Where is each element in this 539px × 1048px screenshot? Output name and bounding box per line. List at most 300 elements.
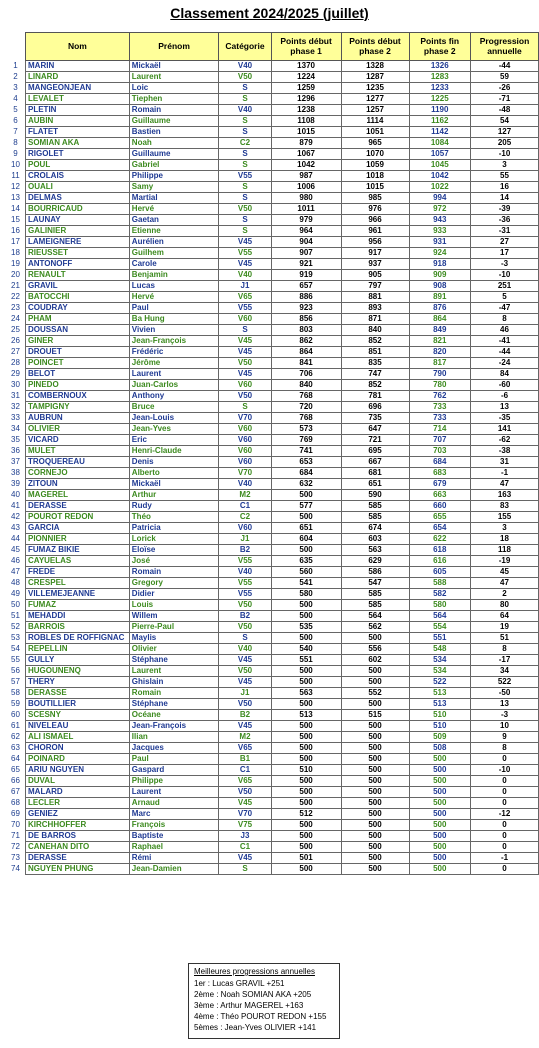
points-fin-phase-2-cell: 891: [409, 292, 471, 303]
categorie-cell: S: [219, 94, 271, 105]
nom-cell: GALINIER: [26, 226, 130, 237]
points-fin-phase-2-cell: 522: [409, 677, 471, 688]
points-debut-phase-1-cell: 1224: [271, 72, 341, 83]
rank-cell: 22: [11, 292, 20, 301]
categorie-cell: V40: [219, 270, 271, 281]
points-fin-phase-2-cell: 510: [409, 721, 471, 732]
prenom-cell: Romain: [129, 688, 219, 699]
progression-cell: 0: [471, 831, 539, 842]
points-debut-phase-2-cell: 500: [341, 787, 409, 798]
nom-cell: ZITOUN: [26, 479, 130, 490]
table-row: [6, 831, 539, 842]
categorie-cell: S: [219, 182, 271, 193]
points-fin-phase-2-cell: 1084: [409, 138, 471, 149]
header-categorie: Catégorie: [219, 33, 271, 61]
points-debut-phase-1-cell: 856: [271, 314, 341, 325]
table-row: [6, 259, 539, 270]
table-row: [6, 336, 539, 347]
points-debut-phase-2-cell: 797: [341, 281, 409, 292]
table-row: [6, 237, 539, 248]
rank-cell: 15: [11, 215, 20, 224]
points-fin-phase-2-cell: 1326: [409, 61, 471, 72]
progression-cell: -19: [471, 556, 539, 567]
prenom-cell: Juan-Carlos: [129, 380, 219, 391]
rank-cell: 65: [11, 765, 20, 774]
nom-cell: CROLAIS: [26, 171, 130, 182]
points-fin-phase-2-cell: 548: [409, 644, 471, 655]
nom-cell: GINER: [26, 336, 130, 347]
progression-cell: -71: [471, 94, 539, 105]
nom-cell: KIRCHHOFFER: [26, 820, 130, 831]
prenom-cell: Maylis: [129, 633, 219, 644]
categorie-cell: V40: [219, 644, 271, 655]
categorie-cell: S: [219, 116, 271, 127]
rank-cell: 35: [11, 435, 20, 444]
table-row: [6, 556, 539, 567]
prenom-cell: Laurent: [129, 72, 219, 83]
rank-cell: 24: [11, 314, 20, 323]
points-fin-phase-2-cell: 500: [409, 864, 471, 875]
nom-cell: ARIU NGUYEN: [26, 765, 130, 776]
points-debut-phase-2-cell: 852: [341, 380, 409, 391]
points-fin-phase-2-cell: 500: [409, 831, 471, 842]
table-row: [6, 193, 539, 204]
categorie-cell: V60: [219, 523, 271, 534]
header-prenom: Prénom: [129, 33, 219, 61]
table-row: [6, 699, 539, 710]
points-debut-phase-2-cell: 500: [341, 666, 409, 677]
progression-cell: -10: [471, 270, 539, 281]
rank-cell: 1: [13, 61, 18, 70]
points-debut-phase-1-cell: 541: [271, 578, 341, 589]
points-debut-phase-2-cell: 781: [341, 391, 409, 402]
points-fin-phase-2-cell: 994: [409, 193, 471, 204]
prenom-cell: Guilhem: [129, 248, 219, 259]
progression-cell: -60: [471, 380, 539, 391]
points-debut-phase-2-cell: 585: [341, 589, 409, 600]
points-debut-phase-1-cell: 1238: [271, 105, 341, 116]
table-row: [6, 446, 539, 457]
points-fin-phase-2-cell: 1162: [409, 116, 471, 127]
nom-cell: BATOCCHI: [26, 292, 130, 303]
nom-cell: GENIEZ: [26, 809, 130, 820]
categorie-cell: V60: [219, 424, 271, 435]
progression-cell: -1: [471, 468, 539, 479]
points-debut-phase-1-cell: 741: [271, 446, 341, 457]
points-debut-phase-2-cell: 985: [341, 193, 409, 204]
points-debut-phase-1-cell: 923: [271, 303, 341, 314]
points-debut-phase-1-cell: 563: [271, 688, 341, 699]
categorie-cell: C2: [219, 512, 271, 523]
points-fin-phase-2-cell: 908: [409, 281, 471, 292]
progression-cell: 47: [471, 578, 539, 589]
ranking-table: [6, 32, 539, 875]
nom-cell: COMBERNOUX: [26, 391, 130, 402]
rank-cell: 59: [11, 699, 20, 708]
points-debut-phase-2-cell: 976: [341, 204, 409, 215]
nom-cell: POUL: [26, 160, 130, 171]
points-debut-phase-1-cell: 500: [271, 820, 341, 831]
rank-cell: 74: [11, 864, 20, 873]
prenom-cell: Gregory: [129, 578, 219, 589]
prenom-cell: Paul: [129, 754, 219, 765]
best-progression-item: 1er : Lucas GRAVIL +251: [194, 979, 285, 988]
points-debut-phase-2-cell: 500: [341, 721, 409, 732]
points-fin-phase-2-cell: 500: [409, 754, 471, 765]
points-fin-phase-2-cell: 703: [409, 446, 471, 457]
progression-cell: -3: [471, 710, 539, 721]
rank-cell: 56: [11, 666, 20, 675]
points-fin-phase-2-cell: 534: [409, 655, 471, 666]
nom-cell: DOUSSAN: [26, 325, 130, 336]
points-debut-phase-1-cell: 684: [271, 468, 341, 479]
points-debut-phase-1-cell: 535: [271, 622, 341, 633]
points-debut-phase-1-cell: 540: [271, 644, 341, 655]
nom-cell: CORNEJO: [26, 468, 130, 479]
table-row: [6, 325, 539, 336]
prenom-cell: Jean-Damien: [129, 864, 219, 875]
prenom-cell: Raphael: [129, 842, 219, 853]
points-debut-phase-1-cell: 862: [271, 336, 341, 347]
points-debut-phase-1-cell: 907: [271, 248, 341, 259]
table-row: [6, 523, 539, 534]
points-debut-phase-2-cell: 500: [341, 864, 409, 875]
progression-cell: 8: [471, 314, 539, 325]
points-debut-phase-2-cell: 695: [341, 446, 409, 457]
points-debut-phase-1-cell: 1011: [271, 204, 341, 215]
table-row: [6, 358, 539, 369]
rank-cell: 29: [11, 369, 20, 378]
nom-cell: SCESNY: [26, 710, 130, 721]
points-fin-phase-2-cell: 733: [409, 402, 471, 413]
points-debut-phase-2-cell: 721: [341, 435, 409, 446]
points-fin-phase-2-cell: 1142: [409, 127, 471, 138]
table-row: [6, 677, 539, 688]
progression-cell: 0: [471, 864, 539, 875]
prenom-cell: Laurent: [129, 787, 219, 798]
rank-cell: 54: [11, 644, 20, 653]
nom-cell: DERASSE: [26, 501, 130, 512]
nom-cell: CRESPEL: [26, 578, 130, 589]
prenom-cell: Henri-Claude: [129, 446, 219, 457]
points-debut-phase-1-cell: 635: [271, 556, 341, 567]
points-debut-phase-1-cell: 841: [271, 358, 341, 369]
categorie-cell: V50: [219, 666, 271, 677]
rank-cell: 48: [11, 578, 20, 587]
header-progression-annuelle: Progression annuelle: [471, 33, 539, 61]
nom-cell: DERASSE: [26, 853, 130, 864]
progression-cell: 163: [471, 490, 539, 501]
prenom-cell: Martial: [129, 193, 219, 204]
points-debut-phase-2-cell: 1114: [341, 116, 409, 127]
points-debut-phase-1-cell: 500: [271, 721, 341, 732]
categorie-cell: V55: [219, 556, 271, 567]
table-row: [6, 391, 539, 402]
categorie-cell: V65: [219, 292, 271, 303]
categorie-cell: S: [219, 864, 271, 875]
rank-cell: 42: [11, 512, 20, 521]
best-progressions-list: [194, 978, 334, 1033]
prenom-cell: José: [129, 556, 219, 567]
points-debut-phase-1-cell: 560: [271, 567, 341, 578]
prenom-cell: Etienne: [129, 226, 219, 237]
nom-cell: BOUTILLIER: [26, 699, 130, 710]
progression-cell: 19: [471, 622, 539, 633]
table-row: [6, 743, 539, 754]
rank-cell: 18: [11, 248, 20, 257]
table-row: [6, 402, 539, 413]
categorie-cell: C1: [219, 765, 271, 776]
table-row: [6, 853, 539, 864]
rank-cell: 57: [11, 677, 20, 686]
points-debut-phase-2-cell: 556: [341, 644, 409, 655]
rank-cell: 8: [13, 138, 18, 147]
points-debut-phase-1-cell: 1042: [271, 160, 341, 171]
points-fin-phase-2-cell: 500: [409, 820, 471, 831]
points-debut-phase-1-cell: 500: [271, 490, 341, 501]
categorie-cell: C2: [219, 138, 271, 149]
points-debut-phase-1-cell: 500: [271, 831, 341, 842]
rank-cell: 23: [11, 303, 20, 312]
nom-cell: GRAVIL: [26, 281, 130, 292]
progression-cell: 80: [471, 600, 539, 611]
table-row: [6, 765, 539, 776]
categorie-cell: C1: [219, 842, 271, 853]
rank-cell: 44: [11, 534, 20, 543]
points-debut-phase-1-cell: 580: [271, 589, 341, 600]
rank-cell: 41: [11, 501, 20, 510]
points-debut-phase-2-cell: 840: [341, 325, 409, 336]
prenom-cell: Carole: [129, 259, 219, 270]
progression-cell: 118: [471, 545, 539, 556]
points-debut-phase-1-cell: 500: [271, 798, 341, 809]
table-row: [6, 787, 539, 798]
progression-cell: 0: [471, 754, 539, 765]
rank-cell: 73: [11, 853, 20, 862]
categorie-cell: V50: [219, 358, 271, 369]
points-debut-phase-2-cell: 1015: [341, 182, 409, 193]
table-row: [6, 589, 539, 600]
nom-cell: BELOT: [26, 369, 130, 380]
points-fin-phase-2-cell: 817: [409, 358, 471, 369]
rank-cell: 19: [11, 259, 20, 268]
points-debut-phase-2-cell: 674: [341, 523, 409, 534]
rank-cell: 27: [11, 347, 20, 356]
table-row: [6, 160, 539, 171]
points-debut-phase-2-cell: 905: [341, 270, 409, 281]
points-fin-phase-2-cell: 500: [409, 776, 471, 787]
prenom-cell: Olivier: [129, 644, 219, 655]
points-debut-phase-2-cell: 585: [341, 501, 409, 512]
prenom-cell: Laurent: [129, 369, 219, 380]
rank-cell: 37: [11, 457, 20, 466]
points-debut-phase-2-cell: 961: [341, 226, 409, 237]
table-row: [6, 413, 539, 424]
categorie-cell: V45: [219, 259, 271, 270]
progression-cell: -50: [471, 688, 539, 699]
points-debut-phase-2-cell: 500: [341, 820, 409, 831]
rank-cell: 38: [11, 468, 20, 477]
categorie-cell: V50: [219, 391, 271, 402]
points-fin-phase-2-cell: 933: [409, 226, 471, 237]
categorie-cell: V45: [219, 336, 271, 347]
points-debut-phase-1-cell: 979: [271, 215, 341, 226]
nom-cell: OUALI: [26, 182, 130, 193]
points-debut-phase-1-cell: 768: [271, 413, 341, 424]
prenom-cell: Gaetan: [129, 215, 219, 226]
rank-cell: 10: [11, 160, 20, 169]
points-debut-phase-1-cell: 919: [271, 270, 341, 281]
nom-cell: BOURRICAUD: [26, 204, 130, 215]
nom-cell: VICARD: [26, 435, 130, 446]
table-row: [6, 644, 539, 655]
categorie-cell: V45: [219, 798, 271, 809]
nom-cell: NIVELEAU: [26, 721, 130, 732]
points-debut-phase-2-cell: 603: [341, 534, 409, 545]
categorie-cell: S: [219, 226, 271, 237]
categorie-cell: V45: [219, 369, 271, 380]
points-debut-phase-1-cell: 500: [271, 545, 341, 556]
categorie-cell: V40: [219, 105, 271, 116]
progression-cell: -39: [471, 204, 539, 215]
prenom-cell: Loic: [129, 83, 219, 94]
progression-cell: -47: [471, 303, 539, 314]
progression-cell: -48: [471, 105, 539, 116]
points-debut-phase-2-cell: 562: [341, 622, 409, 633]
points-debut-phase-2-cell: 590: [341, 490, 409, 501]
ranking-rows: [6, 61, 539, 875]
progression-cell: 8: [471, 644, 539, 655]
categorie-cell: B2: [219, 545, 271, 556]
points-fin-phase-2-cell: 500: [409, 809, 471, 820]
prenom-cell: Bastien: [129, 127, 219, 138]
points-debut-phase-2-cell: 500: [341, 677, 409, 688]
points-debut-phase-2-cell: 500: [341, 853, 409, 864]
header-points-debut-phase-2: Points début phase 2: [341, 33, 409, 61]
progression-cell: 2: [471, 589, 539, 600]
points-fin-phase-2-cell: 821: [409, 336, 471, 347]
table-row: [6, 776, 539, 787]
points-fin-phase-2-cell: 500: [409, 853, 471, 864]
rank-cell: 33: [11, 413, 20, 422]
nom-cell: ROBLES DE ROFFIGNAC: [26, 633, 130, 644]
rank-cell: 20: [11, 270, 20, 279]
nom-cell: POINARD: [26, 754, 130, 765]
points-fin-phase-2-cell: 780: [409, 380, 471, 391]
progression-cell: 46: [471, 325, 539, 336]
table-row: [6, 138, 539, 149]
points-debut-phase-1-cell: 512: [271, 809, 341, 820]
nom-cell: BARROIS: [26, 622, 130, 633]
points-fin-phase-2-cell: 1022: [409, 182, 471, 193]
categorie-cell: S: [219, 193, 271, 204]
table-row: [6, 149, 539, 160]
prenom-cell: Gabriel: [129, 160, 219, 171]
points-debut-phase-2-cell: 1235: [341, 83, 409, 94]
progression-cell: 3: [471, 160, 539, 171]
points-debut-phase-2-cell: 500: [341, 776, 409, 787]
points-fin-phase-2-cell: 1233: [409, 83, 471, 94]
nom-cell: MARIN: [26, 61, 130, 72]
progression-cell: -26: [471, 83, 539, 94]
points-fin-phase-2-cell: 924: [409, 248, 471, 259]
points-fin-phase-2-cell: 972: [409, 204, 471, 215]
nom-cell: COUDRAY: [26, 303, 130, 314]
nom-cell: ANTONOFF: [26, 259, 130, 270]
categorie-cell: V70: [219, 468, 271, 479]
rank-cell: 53: [11, 633, 20, 642]
prenom-cell: Tiephen: [129, 94, 219, 105]
rank-cell: 50: [11, 600, 20, 609]
rank-cell: 67: [11, 787, 20, 796]
nom-cell: DERASSE: [26, 688, 130, 699]
points-fin-phase-2-cell: 1057: [409, 149, 471, 160]
nom-cell: MANGEONJEAN: [26, 83, 130, 94]
rank-cell: 16: [11, 226, 20, 235]
progression-cell: -12: [471, 809, 539, 820]
categorie-cell: S: [219, 325, 271, 336]
prenom-cell: Guillaume: [129, 149, 219, 160]
progression-cell: 251: [471, 281, 539, 292]
table-row: [6, 842, 539, 853]
nom-cell: MEHADDI: [26, 611, 130, 622]
prenom-cell: Laurent: [129, 666, 219, 677]
table-row: [6, 611, 539, 622]
points-fin-phase-2-cell: 500: [409, 842, 471, 853]
points-debut-phase-2-cell: 500: [341, 765, 409, 776]
prenom-cell: Théo: [129, 512, 219, 523]
nom-cell: AUBIN: [26, 116, 130, 127]
points-fin-phase-2-cell: 663: [409, 490, 471, 501]
progression-cell: 47: [471, 479, 539, 490]
categorie-cell: V70: [219, 413, 271, 424]
points-fin-phase-2-cell: 616: [409, 556, 471, 567]
categorie-cell: S: [219, 149, 271, 160]
table-row: [6, 732, 539, 743]
points-debut-phase-1-cell: 840: [271, 380, 341, 391]
progression-cell: -6: [471, 391, 539, 402]
categorie-cell: J3: [219, 831, 271, 842]
categorie-cell: J1: [219, 281, 271, 292]
rank-cell: 14: [11, 204, 20, 213]
points-debut-phase-2-cell: 696: [341, 402, 409, 413]
categorie-cell: B1: [219, 754, 271, 765]
categorie-cell: S: [219, 83, 271, 94]
categorie-cell: J1: [219, 534, 271, 545]
points-fin-phase-2-cell: 513: [409, 699, 471, 710]
prenom-cell: Benjamin: [129, 270, 219, 281]
nom-cell: MULET: [26, 446, 130, 457]
prenom-cell: Romain: [129, 567, 219, 578]
rank-cell: 36: [11, 446, 20, 455]
categorie-cell: V45: [219, 677, 271, 688]
points-debut-phase-2-cell: 500: [341, 842, 409, 853]
progression-cell: -3: [471, 259, 539, 270]
progression-cell: 17: [471, 248, 539, 259]
rank-cell: 47: [11, 567, 20, 576]
progression-cell: 18: [471, 534, 539, 545]
categorie-cell: S: [219, 402, 271, 413]
points-fin-phase-2-cell: 500: [409, 787, 471, 798]
nom-cell: RIGOLET: [26, 149, 130, 160]
points-debut-phase-2-cell: 586: [341, 567, 409, 578]
nom-cell: LAMEIGNERE: [26, 237, 130, 248]
rank-cell: 25: [11, 325, 20, 334]
points-debut-phase-1-cell: 886: [271, 292, 341, 303]
rank-cell: 69: [11, 809, 20, 818]
prenom-cell: Louis: [129, 600, 219, 611]
rank-cell: 49: [11, 589, 20, 598]
